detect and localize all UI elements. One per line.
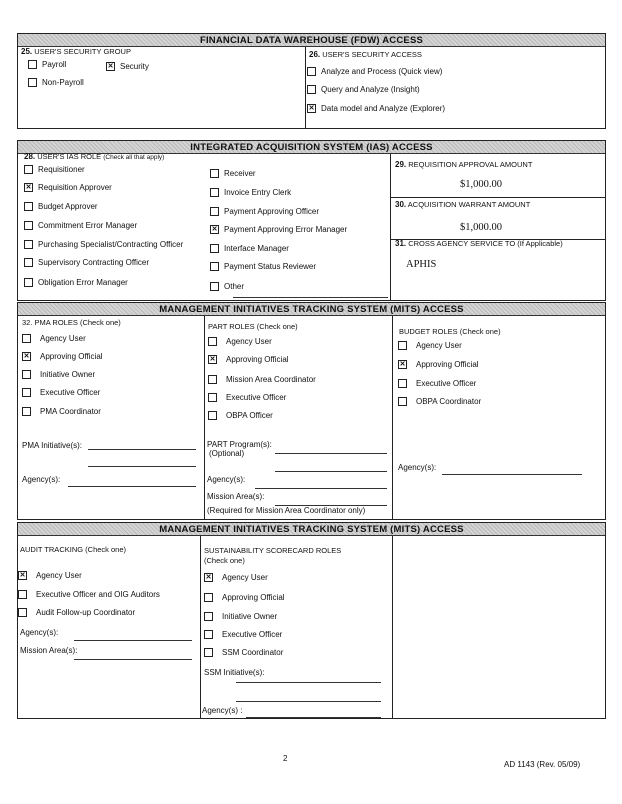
checkbox-option[interactable] <box>204 612 277 621</box>
option-label: Executive Officer and OIG Auditors <box>36 590 160 599</box>
option-label: Requisition Approver <box>38 183 112 192</box>
checkbox[interactable] <box>22 388 31 397</box>
pma-roles-label: 32. PMA ROLES (Check one) <box>22 318 121 327</box>
part-required-note: (Required for Mission Area Coordinator only) <box>207 506 366 515</box>
checkbox-option[interactable] <box>398 379 476 388</box>
option-label: Budget Approver <box>38 202 98 211</box>
checkbox[interactable]: ✕ <box>209 356 216 364</box>
checkbox-option[interactable] <box>24 202 98 211</box>
ssm-initiatives-input-2[interactable] <box>236 701 381 702</box>
field-number: 28. <box>24 152 36 161</box>
field-number: 29. <box>395 160 407 169</box>
option-label: Obligation Error Manager <box>38 278 128 287</box>
checkbox[interactable] <box>398 341 407 350</box>
checkbox-option[interactable] <box>210 225 347 234</box>
checkbox-option[interactable] <box>204 573 268 582</box>
mits-header-2: MANAGEMENT INITIATIVES TRACKING SYSTEM (MITS) ACCESS <box>18 523 605 536</box>
checkbox[interactable] <box>210 207 219 216</box>
checkbox[interactable]: ✕ <box>205 574 212 582</box>
checkbox[interactable] <box>208 337 217 346</box>
checkbox-option[interactable] <box>24 258 149 267</box>
checkbox-option[interactable] <box>208 411 273 420</box>
checkbox[interactable] <box>208 375 217 384</box>
part-mission-label: Mission Area(s): <box>207 492 265 501</box>
checkbox[interactable] <box>208 411 217 420</box>
warrant-amount-value[interactable]: $1,000.00 <box>460 222 502 233</box>
option-label: Payroll <box>42 60 67 69</box>
checkbox[interactable] <box>28 60 37 69</box>
pma-agencies-input[interactable] <box>68 486 196 487</box>
checkbox-option[interactable] <box>208 375 316 384</box>
option-label: Executive Officer <box>222 630 283 639</box>
option-label: SSM Coordinator <box>222 648 284 657</box>
option-label: Data model and Analyze (Explorer) <box>321 104 446 113</box>
part-programs-input[interactable] <box>275 453 387 454</box>
ssm-initiatives-label: SSM Initiative(s): <box>204 668 265 677</box>
checkbox[interactable] <box>307 67 316 76</box>
form-number: AD 1143 (Rev. 05/09) <box>504 760 581 769</box>
fdw-header: FINANCIAL DATA WAREHOUSE (FDW) ACCESS <box>18 34 605 47</box>
checkbox[interactable]: ✕ <box>211 226 218 234</box>
field-label: CROSS AGENCY SERVICE TO (If Applicable) <box>408 239 563 248</box>
pma-agencies-label: Agency(s): <box>22 475 61 484</box>
cross-agency-label <box>395 239 563 248</box>
option-label: Supervisory Contracting Officer <box>38 258 150 267</box>
part-optional-note: (Optional) <box>209 449 245 458</box>
checkbox-payroll[interactable] <box>28 60 66 69</box>
ias-role-label <box>24 152 164 161</box>
option-label: Requisitioner <box>38 165 85 174</box>
checkbox-option[interactable] <box>24 165 85 174</box>
checkbox-option[interactable] <box>22 370 95 379</box>
option-label: Invoice Entry Clerk <box>224 188 292 197</box>
checkbox[interactable] <box>24 221 33 230</box>
checkbox[interactable] <box>398 397 407 406</box>
option-label: Initiative Owner <box>222 612 278 621</box>
pma-initiatives-label: PMA Initiative(s): <box>22 441 83 450</box>
field-label: USER'S IAS ROLE <box>37 152 102 161</box>
checkbox[interactable] <box>210 188 219 197</box>
option-label: Purchasing Specialist/Contracting Officer <box>38 240 184 249</box>
checkbox-option[interactable] <box>210 244 289 253</box>
option-label: Agency User <box>416 341 462 350</box>
checkbox[interactable] <box>208 393 217 402</box>
checkbox[interactable]: ✕ <box>19 572 26 580</box>
checkbox[interactable]: ✕ <box>399 361 406 369</box>
page-number: 2 <box>283 754 288 763</box>
checkbox-option[interactable] <box>208 393 286 402</box>
checkbox-option[interactable] <box>18 590 160 599</box>
checkbox-option[interactable] <box>210 282 244 291</box>
checkbox[interactable] <box>24 202 33 211</box>
checkbox-option[interactable] <box>18 571 82 580</box>
checkbox[interactable] <box>204 612 213 621</box>
checkbox-option[interactable] <box>204 593 285 602</box>
budget-roles-label: BUDGET ROLES (Check one) <box>399 327 501 336</box>
audit-agencies-input[interactable] <box>74 640 192 641</box>
sustainability-label: SUSTAINABILITY SCORECARD ROLES <box>204 546 342 555</box>
checkbox[interactable] <box>204 593 213 602</box>
checkbox[interactable] <box>204 648 213 657</box>
field-label: ACQUISITION WARRANT AMOUNT <box>407 200 531 209</box>
field-label: USER'S SECURITY ACCESS <box>322 50 422 59</box>
option-label: Agency User <box>40 334 86 343</box>
checkbox[interactable] <box>22 334 31 343</box>
checkbox-option[interactable] <box>18 608 135 617</box>
option-label: Agency User <box>222 573 268 582</box>
checkbox-option[interactable] <box>210 262 316 271</box>
pma-initiatives-input[interactable] <box>88 449 196 450</box>
checkbox-option[interactable] <box>22 334 86 343</box>
checkbox-option[interactable] <box>24 240 183 249</box>
checkbox[interactable]: ✕ <box>23 353 30 361</box>
checkbox-option[interactable] <box>204 648 283 657</box>
option-label: Payment Status Reviewer <box>224 262 317 271</box>
checkbox[interactable] <box>204 630 213 639</box>
option-label: Audit Follow-up Coordinator <box>36 608 136 617</box>
checkbox[interactable] <box>18 590 27 599</box>
checkbox-option[interactable] <box>208 337 272 346</box>
option-label: Receiver <box>224 169 256 178</box>
part-agencies-label: Agency(s): <box>207 475 246 484</box>
checkbox-option[interactable] <box>24 221 137 230</box>
checkbox-option[interactable] <box>24 183 112 192</box>
field-note: (Check all that apply) <box>103 154 165 161</box>
option-label: Mission Area Coordinator <box>226 375 316 384</box>
part-programs-label: PART Program(s): <box>207 440 272 449</box>
warrant-amount-label <box>395 200 530 209</box>
checkbox-non-payroll[interactable] <box>28 78 84 87</box>
option-label: Approving Official <box>40 352 103 361</box>
checkbox[interactable] <box>24 278 33 287</box>
audit-agencies-label: Agency(s): <box>20 628 59 637</box>
ias-header: INTEGRATED ACQUISITION SYSTEM (IAS) ACCESS <box>18 141 605 154</box>
cross-agency-value[interactable]: APHIS <box>406 259 437 270</box>
option-label: Payment Approving Error Manager <box>224 225 348 234</box>
ssm-agencies-input[interactable] <box>246 717 381 718</box>
option-label: Initiative Owner <box>40 370 96 379</box>
checkbox[interactable] <box>18 608 27 617</box>
option-label: Agency User <box>226 337 272 346</box>
option-label: Query and Analyze (Insight) <box>321 85 420 94</box>
checkbox[interactable] <box>398 379 407 388</box>
checkbox[interactable] <box>210 262 219 271</box>
checkbox[interactable] <box>22 407 31 416</box>
req-amount-value[interactable]: $1,000.00 <box>460 179 502 190</box>
checkbox[interactable]: ✕ <box>25 184 32 192</box>
checkbox-option[interactable] <box>398 341 462 350</box>
checkbox[interactable] <box>210 169 219 178</box>
part-agencies-input[interactable] <box>255 488 387 489</box>
checkbox[interactable]: ✕ <box>107 63 114 71</box>
option-label: Analyze and Process (Quick view) <box>321 67 443 76</box>
checkbox-option[interactable] <box>210 169 256 178</box>
option-label: Commitment Error Manager <box>38 221 138 230</box>
audit-tracking-label: AUDIT TRACKING (Check one) <box>20 545 126 554</box>
security-group-label <box>21 47 131 56</box>
option-label: OBPA Coordinator <box>416 397 482 406</box>
option-label: Approving Official <box>416 360 479 369</box>
checkbox[interactable] <box>22 370 31 379</box>
mits-header-1: MANAGEMENT INITIATIVES TRACKING SYSTEM (MITS) ACCESS <box>18 303 605 316</box>
field-number: 25. <box>21 47 33 56</box>
checkbox-quick-view[interactable] <box>307 67 442 76</box>
ssm-initiatives-input[interactable] <box>236 682 381 683</box>
field-number: 30. <box>395 200 407 209</box>
checkbox-option[interactable] <box>398 397 481 406</box>
req-amount-label <box>395 160 532 169</box>
checkbox-option[interactable] <box>22 407 101 416</box>
checkbox[interactable] <box>210 244 219 253</box>
checkbox[interactable] <box>24 258 33 267</box>
checkbox-insight[interactable] <box>307 85 420 94</box>
ssm-agencies-label: Agency(s) : <box>202 706 243 715</box>
option-label: Interface Manager <box>224 244 289 253</box>
checkbox-option[interactable] <box>210 207 319 216</box>
checkbox-option[interactable] <box>398 360 479 369</box>
checkbox[interactable] <box>24 165 33 174</box>
option-label: PMA Coordinator <box>40 407 101 416</box>
checkbox-option[interactable] <box>208 355 289 364</box>
checkbox[interactable] <box>210 282 219 291</box>
checkbox[interactable]: ✕ <box>308 105 315 113</box>
option-label: Agency User <box>36 571 82 580</box>
option-label: Executive Officer <box>416 379 477 388</box>
sustainability-note: (Check one) <box>204 556 245 565</box>
checkbox-option[interactable] <box>210 188 291 197</box>
option-label: Executive Officer <box>226 393 287 402</box>
checkbox-option[interactable] <box>22 352 103 361</box>
checkbox[interactable] <box>28 78 37 87</box>
field-label: USER'S SECURITY GROUP <box>34 47 131 56</box>
audit-mission-input[interactable] <box>74 659 192 660</box>
checkbox-option[interactable] <box>24 278 128 287</box>
option-label: Approving Official <box>222 593 285 602</box>
checkbox-option[interactable] <box>22 388 100 397</box>
option-label: Executive Officer <box>40 388 101 397</box>
part-roles-label: PART ROLES (Check one) <box>208 322 298 331</box>
option-label: OBPA Officer <box>226 411 273 420</box>
pma-initiatives-input-2[interactable] <box>88 466 196 467</box>
field-label: REQUISITION APPROVAL AMOUNT <box>408 160 533 169</box>
audit-mission-label: Mission Area(s): <box>20 646 78 655</box>
checkbox-security[interactable] <box>106 62 149 71</box>
checkbox[interactable] <box>24 240 33 249</box>
field-number: 31. <box>395 239 407 248</box>
budget-agencies-input[interactable] <box>442 474 582 475</box>
option-label: Other <box>224 282 245 291</box>
option-label: Non-Payroll <box>42 78 84 87</box>
budget-agencies-label: Agency(s): <box>398 463 437 472</box>
checkbox-option[interactable] <box>204 630 282 639</box>
checkbox[interactable] <box>307 85 316 94</box>
field-number: 26. <box>309 50 321 59</box>
option-label: Security <box>120 62 149 71</box>
part-programs-input-2[interactable] <box>275 471 387 472</box>
security-access-label <box>309 50 422 59</box>
checkbox-explorer[interactable] <box>307 104 445 113</box>
option-label: Payment Approving Officer <box>224 207 320 216</box>
option-label: Approving Official <box>226 355 289 364</box>
